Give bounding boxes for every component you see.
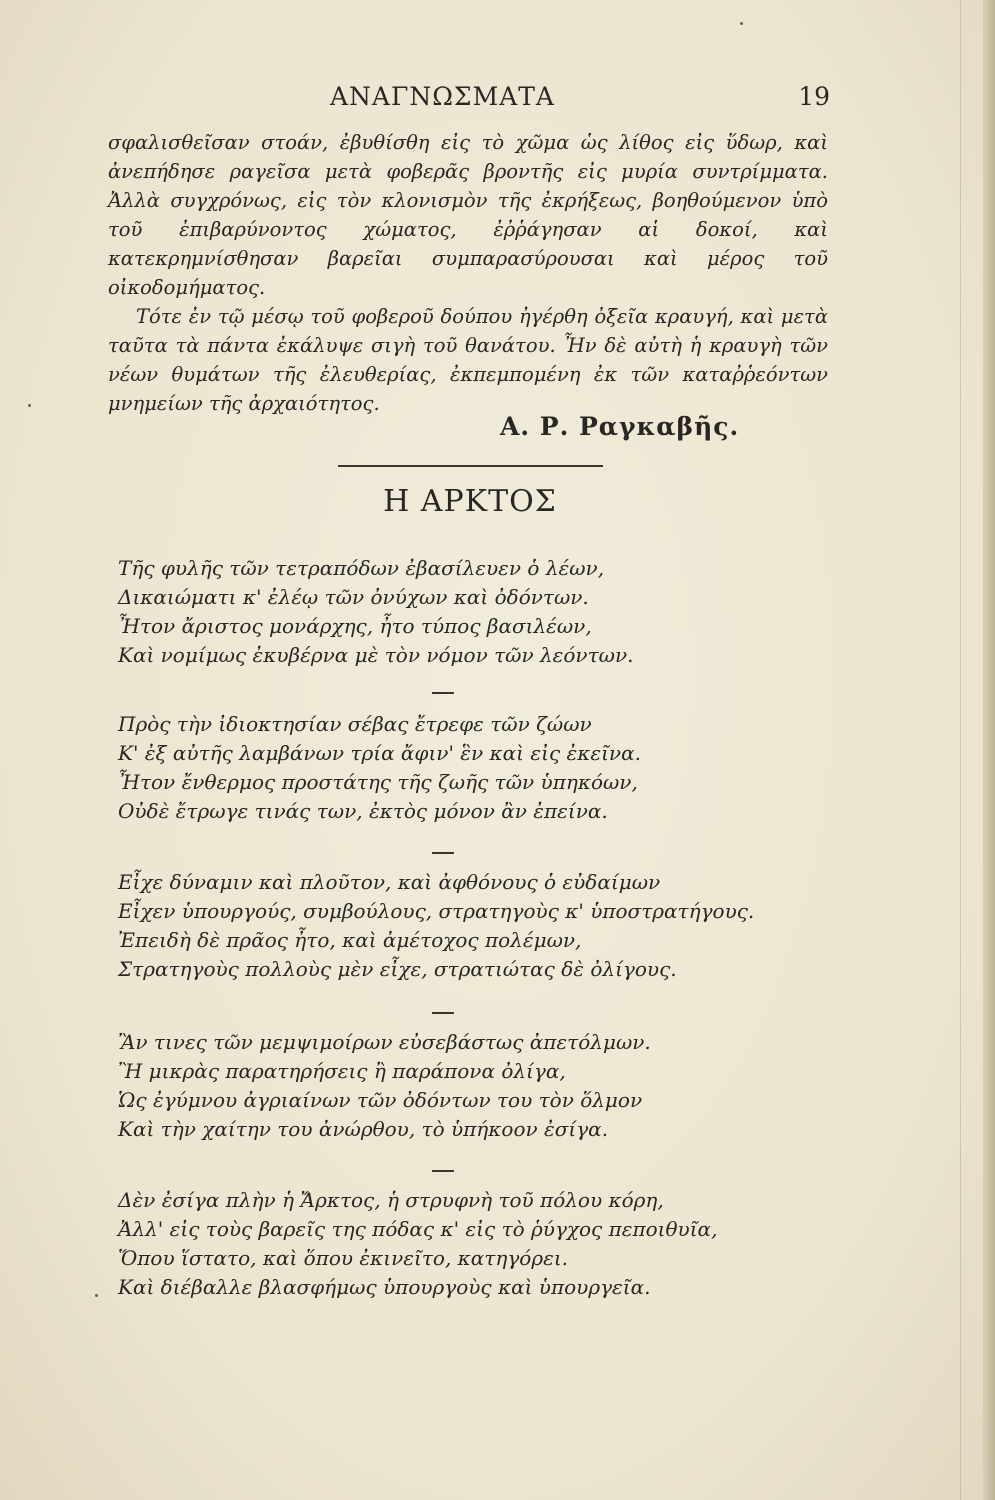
poem-stanza-5	[118, 1186, 838, 1302]
stanza-separator	[432, 1012, 454, 1014]
poem-line: Εἶχε δύναμιν καὶ πλοῦτον, καὶ ἀφθόνους ὁ εὐδαίμων	[118, 870, 661, 894]
poem-line: Ἂν τινες τῶν μεμψιμοίρων εὐσεβάστως ἀπετόλμων.	[118, 1030, 651, 1054]
poem-line: Ἐπειδὴ δὲ πρᾶος ἦτο, καὶ ἀμέτοχος πολέμων,	[118, 928, 582, 952]
poem-stanza-1	[118, 554, 838, 670]
poem-line: Ὅπου ἵστατο, καὶ ὅπου ἐκινεῖτο, κατηγόρει.	[118, 1246, 569, 1270]
poem-line: Εἶχεν ὑπουργούς, συμβούλους, στρατηγοὺς κ' ὑποστρατήγους.	[118, 899, 755, 923]
page-header	[120, 82, 830, 122]
paper-speck	[95, 1294, 98, 1297]
poem-line: Ἀλλ' εἰς τοὺς βαρεῖς της πόδας κ' εἰς τὸ ῥύγχος πεποιθυῖα,	[118, 1217, 718, 1241]
poem-line: Δικαιώματι κ' ἐλέῳ τῶν ὀνύχων καὶ ὀδόντων.	[118, 585, 589, 609]
stanza-separator	[432, 1170, 454, 1172]
running-title: ΑΝΑΓΝΩΣΜΑΤΑ	[330, 82, 555, 111]
page-crease	[960, 0, 961, 1500]
poem-line: Τῆς φυλῆς τῶν τετραπόδων ἐβασίλευεν ὁ λέων,	[118, 556, 605, 580]
poem-stanza-2	[118, 710, 838, 826]
stanza-separator	[432, 692, 454, 694]
poem-line: Καὶ νομίμως ἐκυβέρνα μὲ τὸν νόμον τῶν λεόντων.	[118, 643, 634, 667]
poem-line: Ἦτον ἄριστος μονάρχης, ἦτο τύπος βασιλέων,	[118, 614, 592, 638]
page-number: 19	[798, 82, 830, 111]
poem-line: Καὶ διέβαλλε βλασφήμως ὑπουργοὺς καὶ ὑπουργεῖα.	[118, 1275, 651, 1299]
poem-line: Ἦτον ἔνθερμος προστάτης τῆς ζωῆς τῶν ὑπηκόων,	[118, 770, 638, 794]
prose-paragraph-2: Τότε ἐν τῷ μέσῳ τοῦ φοβεροῦ δούπου ἠγέρθη ὀξεῖα κραυγή, καὶ μετὰ ταῦτα τὰ πάντα ἐκάλυψε σιγὴ τοῦ θανάτου. Ἦν δὲ αὐτὴ ἡ κραυγὴ τῶν νέων θυμάτων τῆς ἐλευθερίας, ἐκπεμπομένη ἐκ τῶν καταῤῥεόντων μνημείων τῆς ἀρχαιότητος.	[108, 305, 828, 415]
poem-line: Πρὸς τὴν ἰδιοκτησίαν σέβας ἔτρεφε τῶν ζώων	[118, 712, 592, 736]
poem-line: Στρατηγοὺς πολλοὺς μὲν εἶχε, στρατιώτας δὲ ὀλίγους.	[118, 957, 677, 981]
poem-stanza-3	[118, 868, 838, 984]
poem-line: Ὡς ἐγύμνου ἀγριαίνων τῶν ὀδόντων του τὸν ὅλμον	[118, 1088, 643, 1112]
poem-line: Καὶ τὴν χαίτην του ἀνώρθου, τὸ ὑπήκοον ἐσίγα.	[118, 1117, 609, 1141]
page-edge	[983, 0, 995, 1500]
poem-line: Οὐδὲ ἔτρωγε τινάς των, ἐκτὸς μόνον ἂν ἐπείνα.	[118, 799, 608, 823]
poem-title: Η ΑΡΚΤΟΣ	[383, 484, 557, 519]
prose-block	[108, 128, 828, 418]
poem-stanza-4	[118, 1028, 838, 1144]
poem-line: Ἢ μικρὰς παρατηρήσεις ἢ παράπονα ὀλίγα,	[118, 1059, 566, 1083]
poem-line: Δὲν ἐσίγα πλὴν ἡ Ἄρκτος, ἡ στρυφνὴ τοῦ πόλου κόρη,	[118, 1188, 664, 1212]
section-divider	[338, 465, 603, 467]
paper-speck	[740, 22, 743, 25]
poem-line: Κ' ἐξ αὐτῆς λαμβάνων τρία ἄφιν' ἓν καὶ εἰς ἐκεῖνα.	[118, 741, 641, 765]
prose-paragraph-1: σφαλισθεῖσαν στοάν, ἐβυθίσθη εἰς τὸ χῶμα ὡς λίθος εἰς ὕδωρ, καὶ ἀνεπήδησε ραγεῖσα μετὰ φοβερᾶς βροντῆς εἰς μυρία συντρίμματα. Ἀλλὰ συγχρόνως, εἰς τὸν κλονισμὸν τῆς ἐκρήξεως, βοηθούμενον ὑπὸ τοῦ ἐπιβαρύνοντος χώματος, ἐῤῥάγησαν αἱ δοκοί, καὶ κατεκρημνίσθησαν βαρεῖαι συμπαρασύρουσαι καὶ μέρος τοῦ οἰκοδομήματος.	[108, 131, 828, 299]
paper-speck	[28, 404, 31, 407]
author-signature: Α. Ρ. Ραγκαβῆς.	[500, 412, 740, 441]
stanza-separator	[432, 852, 454, 854]
